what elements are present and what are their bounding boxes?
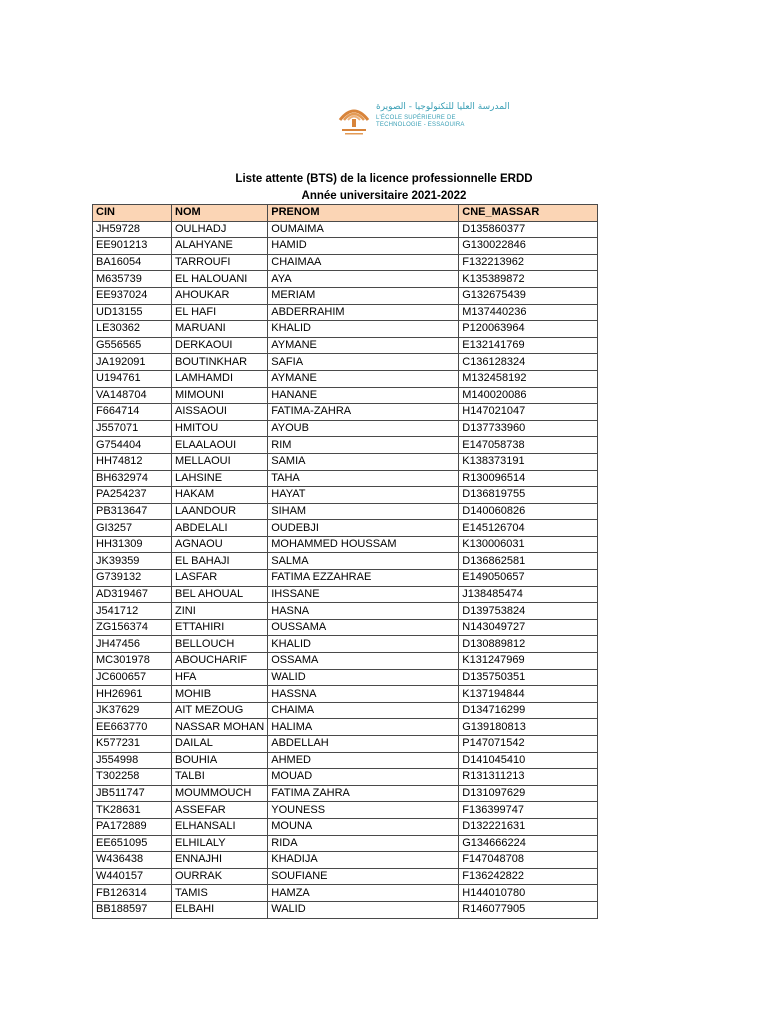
cell-cin: M635739 bbox=[93, 271, 172, 288]
cell-cne-massar: P147071542 bbox=[459, 736, 598, 753]
cell-cin: JB511747 bbox=[93, 785, 172, 802]
cell-nom: ASSEFAR bbox=[172, 802, 268, 819]
table-row bbox=[93, 653, 598, 670]
table-row bbox=[93, 835, 598, 852]
table-row bbox=[93, 852, 598, 869]
cell-nom: ABOUCHARIF bbox=[172, 653, 268, 670]
logo-text-line2: TECHNOLOGIE - ESSAOUIRA bbox=[376, 122, 465, 128]
cell-nom: OULHADJ bbox=[172, 221, 268, 238]
table-row bbox=[93, 702, 598, 719]
cell-prenom: OSSAMA bbox=[268, 653, 459, 670]
cell-cin: JK37629 bbox=[93, 702, 172, 719]
cell-cne-massar: D130889812 bbox=[459, 636, 598, 653]
cell-prenom: HALIMA bbox=[268, 719, 459, 736]
cell-nom: BOUTINKHAR bbox=[172, 354, 268, 371]
cell-cne-massar: E132141769 bbox=[459, 337, 598, 354]
cell-prenom: SAFIA bbox=[268, 354, 459, 371]
cell-nom: ELHILALY bbox=[172, 835, 268, 852]
cell-nom: ETTAHIRI bbox=[172, 619, 268, 636]
column-header-cin: CIN bbox=[93, 205, 172, 222]
cell-nom: MARUANI bbox=[172, 321, 268, 338]
cell-cne-massar: D139753824 bbox=[459, 603, 598, 620]
cell-prenom: OUDEBJI bbox=[268, 520, 459, 537]
cell-prenom: TAHA bbox=[268, 470, 459, 487]
cell-cin: G556565 bbox=[93, 337, 172, 354]
table-row bbox=[93, 636, 598, 653]
table-row bbox=[93, 603, 598, 620]
table-row bbox=[93, 686, 598, 703]
cell-cin: MC301978 bbox=[93, 653, 172, 670]
table-row bbox=[93, 238, 598, 255]
cell-prenom: HAYAT bbox=[268, 487, 459, 504]
cell-prenom: HAMID bbox=[268, 238, 459, 255]
cell-prenom: FATIMA-ZAHRA bbox=[268, 404, 459, 421]
cell-cin: J557071 bbox=[93, 420, 172, 437]
cell-nom: LAHSINE bbox=[172, 470, 268, 487]
cell-prenom: YOUNESS bbox=[268, 802, 459, 819]
cell-prenom: OUSSAMA bbox=[268, 619, 459, 636]
cell-cne-massar: H147021047 bbox=[459, 404, 598, 421]
cell-cin: TK28631 bbox=[93, 802, 172, 819]
cell-cin: JA192091 bbox=[93, 354, 172, 371]
table-row bbox=[93, 437, 598, 454]
cell-cne-massar: D136819755 bbox=[459, 487, 598, 504]
table-row bbox=[93, 719, 598, 736]
table-row bbox=[93, 553, 598, 570]
cell-cne-massar: G130022846 bbox=[459, 238, 598, 255]
table-row bbox=[93, 868, 598, 885]
table-row bbox=[93, 354, 598, 371]
cell-prenom: CHAIMAA bbox=[268, 254, 459, 271]
cell-cin: G739132 bbox=[93, 570, 172, 587]
table-row bbox=[93, 337, 598, 354]
cell-cne-massar: D140060826 bbox=[459, 503, 598, 520]
cell-nom: DERKAOUI bbox=[172, 337, 268, 354]
cell-cne-massar: D134716299 bbox=[459, 702, 598, 719]
cell-nom: HAKAM bbox=[172, 487, 268, 504]
cell-cin: EE901213 bbox=[93, 238, 172, 255]
cell-cne-massar: E145126704 bbox=[459, 520, 598, 537]
table-row bbox=[93, 520, 598, 537]
cell-nom: BEL AHOUAL bbox=[172, 586, 268, 603]
cell-prenom: HASNA bbox=[268, 603, 459, 620]
cell-nom: BOUHIA bbox=[172, 752, 268, 769]
table-row bbox=[93, 420, 598, 437]
cell-nom: TALBI bbox=[172, 769, 268, 786]
cell-nom: ELAALAOUI bbox=[172, 437, 268, 454]
cell-cin: J541712 bbox=[93, 603, 172, 620]
cell-prenom: SAMIA bbox=[268, 453, 459, 470]
cell-cin: JK39359 bbox=[93, 553, 172, 570]
cell-cne-massar: N143049727 bbox=[459, 619, 598, 636]
cell-cin: JH47456 bbox=[93, 636, 172, 653]
document-title: Liste attente (BTS) de la licence professionnelle ERDD bbox=[235, 173, 533, 185]
cell-prenom: KHALID bbox=[268, 636, 459, 653]
cell-prenom: AYMANE bbox=[268, 370, 459, 387]
logo-arabic-text: المدرسة العليا للتكنولوجيا - الصويرة bbox=[376, 102, 510, 112]
cell-prenom: MOHAMMED HOUSSAM bbox=[268, 536, 459, 553]
cell-cin: PA254237 bbox=[93, 487, 172, 504]
cell-cin: J554998 bbox=[93, 752, 172, 769]
cell-nom: LASFAR bbox=[172, 570, 268, 587]
cell-prenom: MOUNA bbox=[268, 818, 459, 835]
cell-prenom: IHSSANE bbox=[268, 586, 459, 603]
cell-cne-massar: D132221631 bbox=[459, 818, 598, 835]
cell-cne-massar: K130006031 bbox=[459, 536, 598, 553]
cell-cne-massar: G134666224 bbox=[459, 835, 598, 852]
table-row bbox=[93, 769, 598, 786]
column-header-prenom: PRENOM bbox=[268, 205, 459, 222]
cell-prenom: CHAIMA bbox=[268, 702, 459, 719]
cell-prenom: WALID bbox=[268, 669, 459, 686]
cell-cin: F664714 bbox=[93, 404, 172, 421]
cell-cne-massar: E147058738 bbox=[459, 437, 598, 454]
cell-nom: MELLAOUI bbox=[172, 453, 268, 470]
cell-cne-massar: D141045410 bbox=[459, 752, 598, 769]
cell-cin: JH59728 bbox=[93, 221, 172, 238]
cell-cin: BB188597 bbox=[93, 901, 172, 918]
cell-prenom: RIDA bbox=[268, 835, 459, 852]
cell-prenom: MOUAD bbox=[268, 769, 459, 786]
cell-cne-massar: K131247969 bbox=[459, 653, 598, 670]
cell-cin: ZG156374 bbox=[93, 619, 172, 636]
table-row bbox=[93, 619, 598, 636]
table-row bbox=[93, 802, 598, 819]
cell-prenom: FATIMA EZZAHRAE bbox=[268, 570, 459, 587]
table-row bbox=[93, 736, 598, 753]
cell-cin: EE937024 bbox=[93, 287, 172, 304]
school-logo bbox=[336, 100, 510, 136]
table-row bbox=[93, 453, 598, 470]
cell-nom: ALAHYANE bbox=[172, 238, 268, 255]
cell-cin: BA16054 bbox=[93, 254, 172, 271]
cell-nom: AISSAOUI bbox=[172, 404, 268, 421]
cell-nom: EL BAHAJI bbox=[172, 553, 268, 570]
cell-prenom: WALID bbox=[268, 901, 459, 918]
table-row bbox=[93, 901, 598, 918]
cell-cne-massar: D136862581 bbox=[459, 553, 598, 570]
cell-nom: HFA bbox=[172, 669, 268, 686]
cell-cin: W436438 bbox=[93, 852, 172, 869]
cell-nom: AGNAOU bbox=[172, 536, 268, 553]
cell-cin: VA148704 bbox=[93, 387, 172, 404]
cell-nom: LAANDOUR bbox=[172, 503, 268, 520]
cell-prenom: HASSNA bbox=[268, 686, 459, 703]
cell-nom: MIMOUNI bbox=[172, 387, 268, 404]
cell-cne-massar: K138373191 bbox=[459, 453, 598, 470]
cell-cin: UD13155 bbox=[93, 304, 172, 321]
logo-text-line1: L'ÉCOLE SUPÉRIEURE DE bbox=[376, 115, 456, 121]
cell-cne-massar: M140020086 bbox=[459, 387, 598, 404]
cell-cin: T302258 bbox=[93, 769, 172, 786]
cell-cne-massar: C136128324 bbox=[459, 354, 598, 371]
cell-prenom: AYA bbox=[268, 271, 459, 288]
cell-cne-massar: M132458192 bbox=[459, 370, 598, 387]
cell-nom: EL HAFI bbox=[172, 304, 268, 321]
cell-nom: ABDELALI bbox=[172, 520, 268, 537]
cell-nom: EL HALOUANI bbox=[172, 271, 268, 288]
table-row bbox=[93, 885, 598, 902]
cell-cin: PB313647 bbox=[93, 503, 172, 520]
cell-nom: ENNAJHI bbox=[172, 852, 268, 869]
table-row bbox=[93, 570, 598, 587]
cell-cin: K577231 bbox=[93, 736, 172, 753]
cell-nom: BELLOUCH bbox=[172, 636, 268, 653]
table-row bbox=[93, 287, 598, 304]
cell-nom: AHOUKAR bbox=[172, 287, 268, 304]
column-header-cne-massar: CNE_MASSAR bbox=[459, 205, 598, 222]
table-row bbox=[93, 470, 598, 487]
cell-cne-massar: E149050657 bbox=[459, 570, 598, 587]
cell-cne-massar: F136242822 bbox=[459, 868, 598, 885]
cell-cne-massar: D135860377 bbox=[459, 221, 598, 238]
table-row bbox=[93, 503, 598, 520]
table-row bbox=[93, 752, 598, 769]
cell-prenom: HANANE bbox=[268, 387, 459, 404]
cell-prenom: RIM bbox=[268, 437, 459, 454]
cell-cne-massar: G139180813 bbox=[459, 719, 598, 736]
cell-prenom: ABDERRAHIM bbox=[268, 304, 459, 321]
cell-cin: HH31309 bbox=[93, 536, 172, 553]
cell-prenom: HAMZA bbox=[268, 885, 459, 902]
cell-prenom: SALMA bbox=[268, 553, 459, 570]
table-row bbox=[93, 818, 598, 835]
cell-nom: AIT MEZOUG bbox=[172, 702, 268, 719]
cell-cne-massar: K137194844 bbox=[459, 686, 598, 703]
cell-cin: HH26961 bbox=[93, 686, 172, 703]
column-header-nom: NOM bbox=[172, 205, 268, 222]
table-row bbox=[93, 536, 598, 553]
table-row bbox=[93, 669, 598, 686]
cell-prenom: FATIMA ZAHRA bbox=[268, 785, 459, 802]
cell-prenom: AYOUB bbox=[268, 420, 459, 437]
cell-nom: OURRAK bbox=[172, 868, 268, 885]
table-row bbox=[93, 404, 598, 421]
cell-nom: DAILAL bbox=[172, 736, 268, 753]
cell-cin: BH632974 bbox=[93, 470, 172, 487]
cell-prenom: KHALID bbox=[268, 321, 459, 338]
cell-cne-massar: F147048708 bbox=[459, 852, 598, 869]
table-row bbox=[93, 586, 598, 603]
cell-nom: NASSAR MOHAN bbox=[172, 719, 268, 736]
cell-prenom: AYMANE bbox=[268, 337, 459, 354]
cell-nom: TARROUFI bbox=[172, 254, 268, 271]
cell-nom: TAMIS bbox=[172, 885, 268, 902]
cell-cne-massar: R130096514 bbox=[459, 470, 598, 487]
cell-cin: EE663770 bbox=[93, 719, 172, 736]
cell-nom: ELHANSALI bbox=[172, 818, 268, 835]
cell-cne-massar: K135389872 bbox=[459, 271, 598, 288]
table-row bbox=[93, 785, 598, 802]
waiting-list-table bbox=[92, 204, 598, 919]
cell-cin: FB126314 bbox=[93, 885, 172, 902]
cell-cne-massar: R131311213 bbox=[459, 769, 598, 786]
table-row bbox=[93, 271, 598, 288]
cell-cne-massar: F136399747 bbox=[459, 802, 598, 819]
cell-cne-massar: M137440236 bbox=[459, 304, 598, 321]
cell-cin: AD319467 bbox=[93, 586, 172, 603]
table-row bbox=[93, 254, 598, 271]
cell-cne-massar: J138485474 bbox=[459, 586, 598, 603]
cell-cne-massar: D131097629 bbox=[459, 785, 598, 802]
table-body bbox=[93, 221, 598, 918]
cell-cne-massar: F132213962 bbox=[459, 254, 598, 271]
cell-nom: ELBAHI bbox=[172, 901, 268, 918]
cell-cin: LE30362 bbox=[93, 321, 172, 338]
table-row bbox=[93, 487, 598, 504]
cell-nom: LAMHAMDI bbox=[172, 370, 268, 387]
cell-nom: ZINI bbox=[172, 603, 268, 620]
cell-prenom: SIHAM bbox=[268, 503, 459, 520]
cell-prenom: OUMAIMA bbox=[268, 221, 459, 238]
table-row bbox=[93, 387, 598, 404]
cell-cin: W440157 bbox=[93, 868, 172, 885]
cell-nom: MOUMMOUCH bbox=[172, 785, 268, 802]
cell-nom: HMITOU bbox=[172, 420, 268, 437]
cell-prenom: KHADIJA bbox=[268, 852, 459, 869]
academic-year: Année universitaire 2021-2022 bbox=[301, 190, 467, 202]
cell-cin: HH74812 bbox=[93, 453, 172, 470]
cell-cin: JC600657 bbox=[93, 669, 172, 686]
table-row bbox=[93, 304, 598, 321]
cell-cin: PA172889 bbox=[93, 818, 172, 835]
cell-cne-massar: G132675439 bbox=[459, 287, 598, 304]
cell-cne-massar: D135750351 bbox=[459, 669, 598, 686]
cell-cin: GI3257 bbox=[93, 520, 172, 537]
cell-cne-massar: H144010780 bbox=[459, 885, 598, 902]
table-row bbox=[93, 221, 598, 238]
table-row bbox=[93, 321, 598, 338]
school-logo-icon bbox=[336, 100, 372, 136]
cell-nom: MOHIB bbox=[172, 686, 268, 703]
cell-cne-massar: P120063964 bbox=[459, 321, 598, 338]
table-row bbox=[93, 370, 598, 387]
cell-cne-massar: D137733960 bbox=[459, 420, 598, 437]
cell-cin: U194761 bbox=[93, 370, 172, 387]
cell-cin: G754404 bbox=[93, 437, 172, 454]
cell-prenom: SOUFIANE bbox=[268, 868, 459, 885]
table-header-row bbox=[93, 205, 598, 222]
cell-prenom: MERIAM bbox=[268, 287, 459, 304]
cell-prenom: AHMED bbox=[268, 752, 459, 769]
cell-cne-massar: R146077905 bbox=[459, 901, 598, 918]
cell-prenom: ABDELLAH bbox=[268, 736, 459, 753]
cell-cin: EE651095 bbox=[93, 835, 172, 852]
